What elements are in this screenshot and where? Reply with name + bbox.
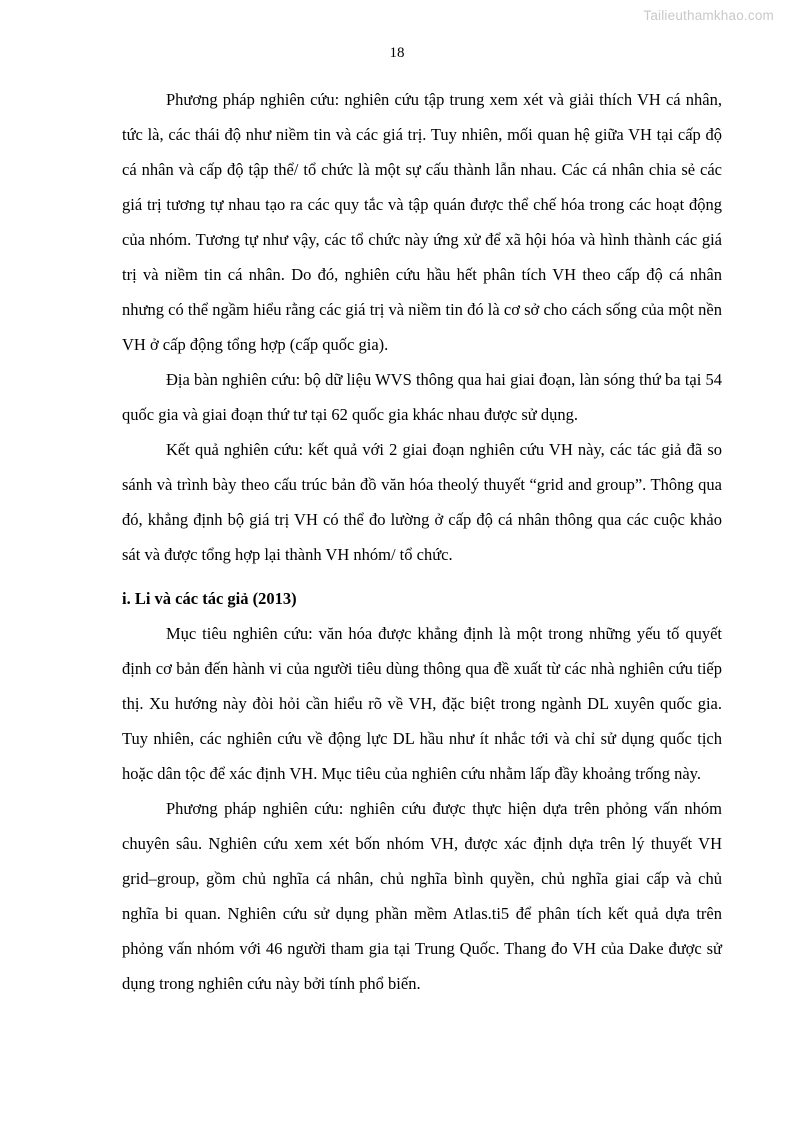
paragraph: Phương pháp nghiên cứu: nghiên cứu được thực hiện dựa trên phỏng vấn nhóm chuyên sâu. Nghiên cứu xem xét bốn nhóm VH, được xác định dựa trên lý thuyết VH grid–group, gồm chủ nghĩa cá nhân, chủ nghĩa bình quyền, chủ nghĩa giai cấp và chủ nghĩa bi quan. Nghiên cứu sử dụng phần mềm Atlas.ti5 để phân tích kết quả dựa trên phỏng vấn nhóm với 46 người tham gia tại Trung Quốc. Thang đo VH của Dake được sử dụng trong nghiên cứu này bởi tính phổ biến. <box>122 799 722 993</box>
page-number: 18 <box>389 45 405 61</box>
watermark-text: Tailieuthamkhao.com <box>643 8 774 23</box>
page-content <box>122 82 722 1001</box>
paragraph: Địa bàn nghiên cứu: bộ dữ liệu WVS thông qua hai giai đoạn, làn sóng thứ ba tại 54 quốc gia và giai đoạn thứ tư tại 62 quốc gia khác nhau được sử dụng. <box>122 370 722 424</box>
section-heading: i. Li và các tác giả (2013) <box>122 589 297 608</box>
paragraph: Kết quả nghiên cứu: kết quả với 2 giai đoạn nghiên cứu VH này, các tác giả đã so sánh và trình bày theo cấu trúc bản đồ văn hóa theolý thuyết “grid and group”. Thông qua đó, khẳng định bộ giá trị VH có thể đo lường ở cấp độ cá nhân thông qua các cuộc khảo sát và được tổng hợp lại thành VH nhóm/ tổ chức. <box>122 440 722 564</box>
paragraph: Mục tiêu nghiên cứu: văn hóa được khẳng định là một trong những yếu tố quyết định cơ bản đến hành vi của người tiêu dùng thông qua đề xuất từ các nhà nghiên cứu tiếp thị. Xu hướng này đòi hỏi cần hiểu rõ về VH, đặc biệt trong ngành DL xuyên quốc gia. Tuy nhiên, các nghiên cứu về động lực DL hầu như ít nhắc tới và chỉ sử dụng quốc tịch hoặc dân tộc để xác định VH. Mục tiêu của nghiên cứu nhằm lấp đầy khoảng trống này. <box>122 624 722 783</box>
paragraph: Phương pháp nghiên cứu: nghiên cứu tập trung xem xét và giải thích VH cá nhân, tức là, các thái độ như niềm tin và các giá trị. Tuy nhiên, mối quan hệ giữa VH tại cấp độ cá nhân và cấp độ tập thể/ tổ chức là một sự cấu thành lẫn nhau. Các cá nhân chia sẻ các giá trị tương tự nhau tạo ra các quy tắc và tập quán được thể chế hóa trong các hoạt động của nhóm. Tương tự như vậy, các tổ chức này ứng xử để xã hội hóa và hình thành các giá trị và niềm tin cá nhân. Do đó, nghiên cứu hầu hết phân tích VH theo cấp độ cá nhân nhưng có thể ngầm hiểu rằng các giá trị và niềm tin đó là cơ sở cho cách sống của một nền VH ở cấp động tổng hợp (cấp quốc gia). <box>122 90 722 354</box>
